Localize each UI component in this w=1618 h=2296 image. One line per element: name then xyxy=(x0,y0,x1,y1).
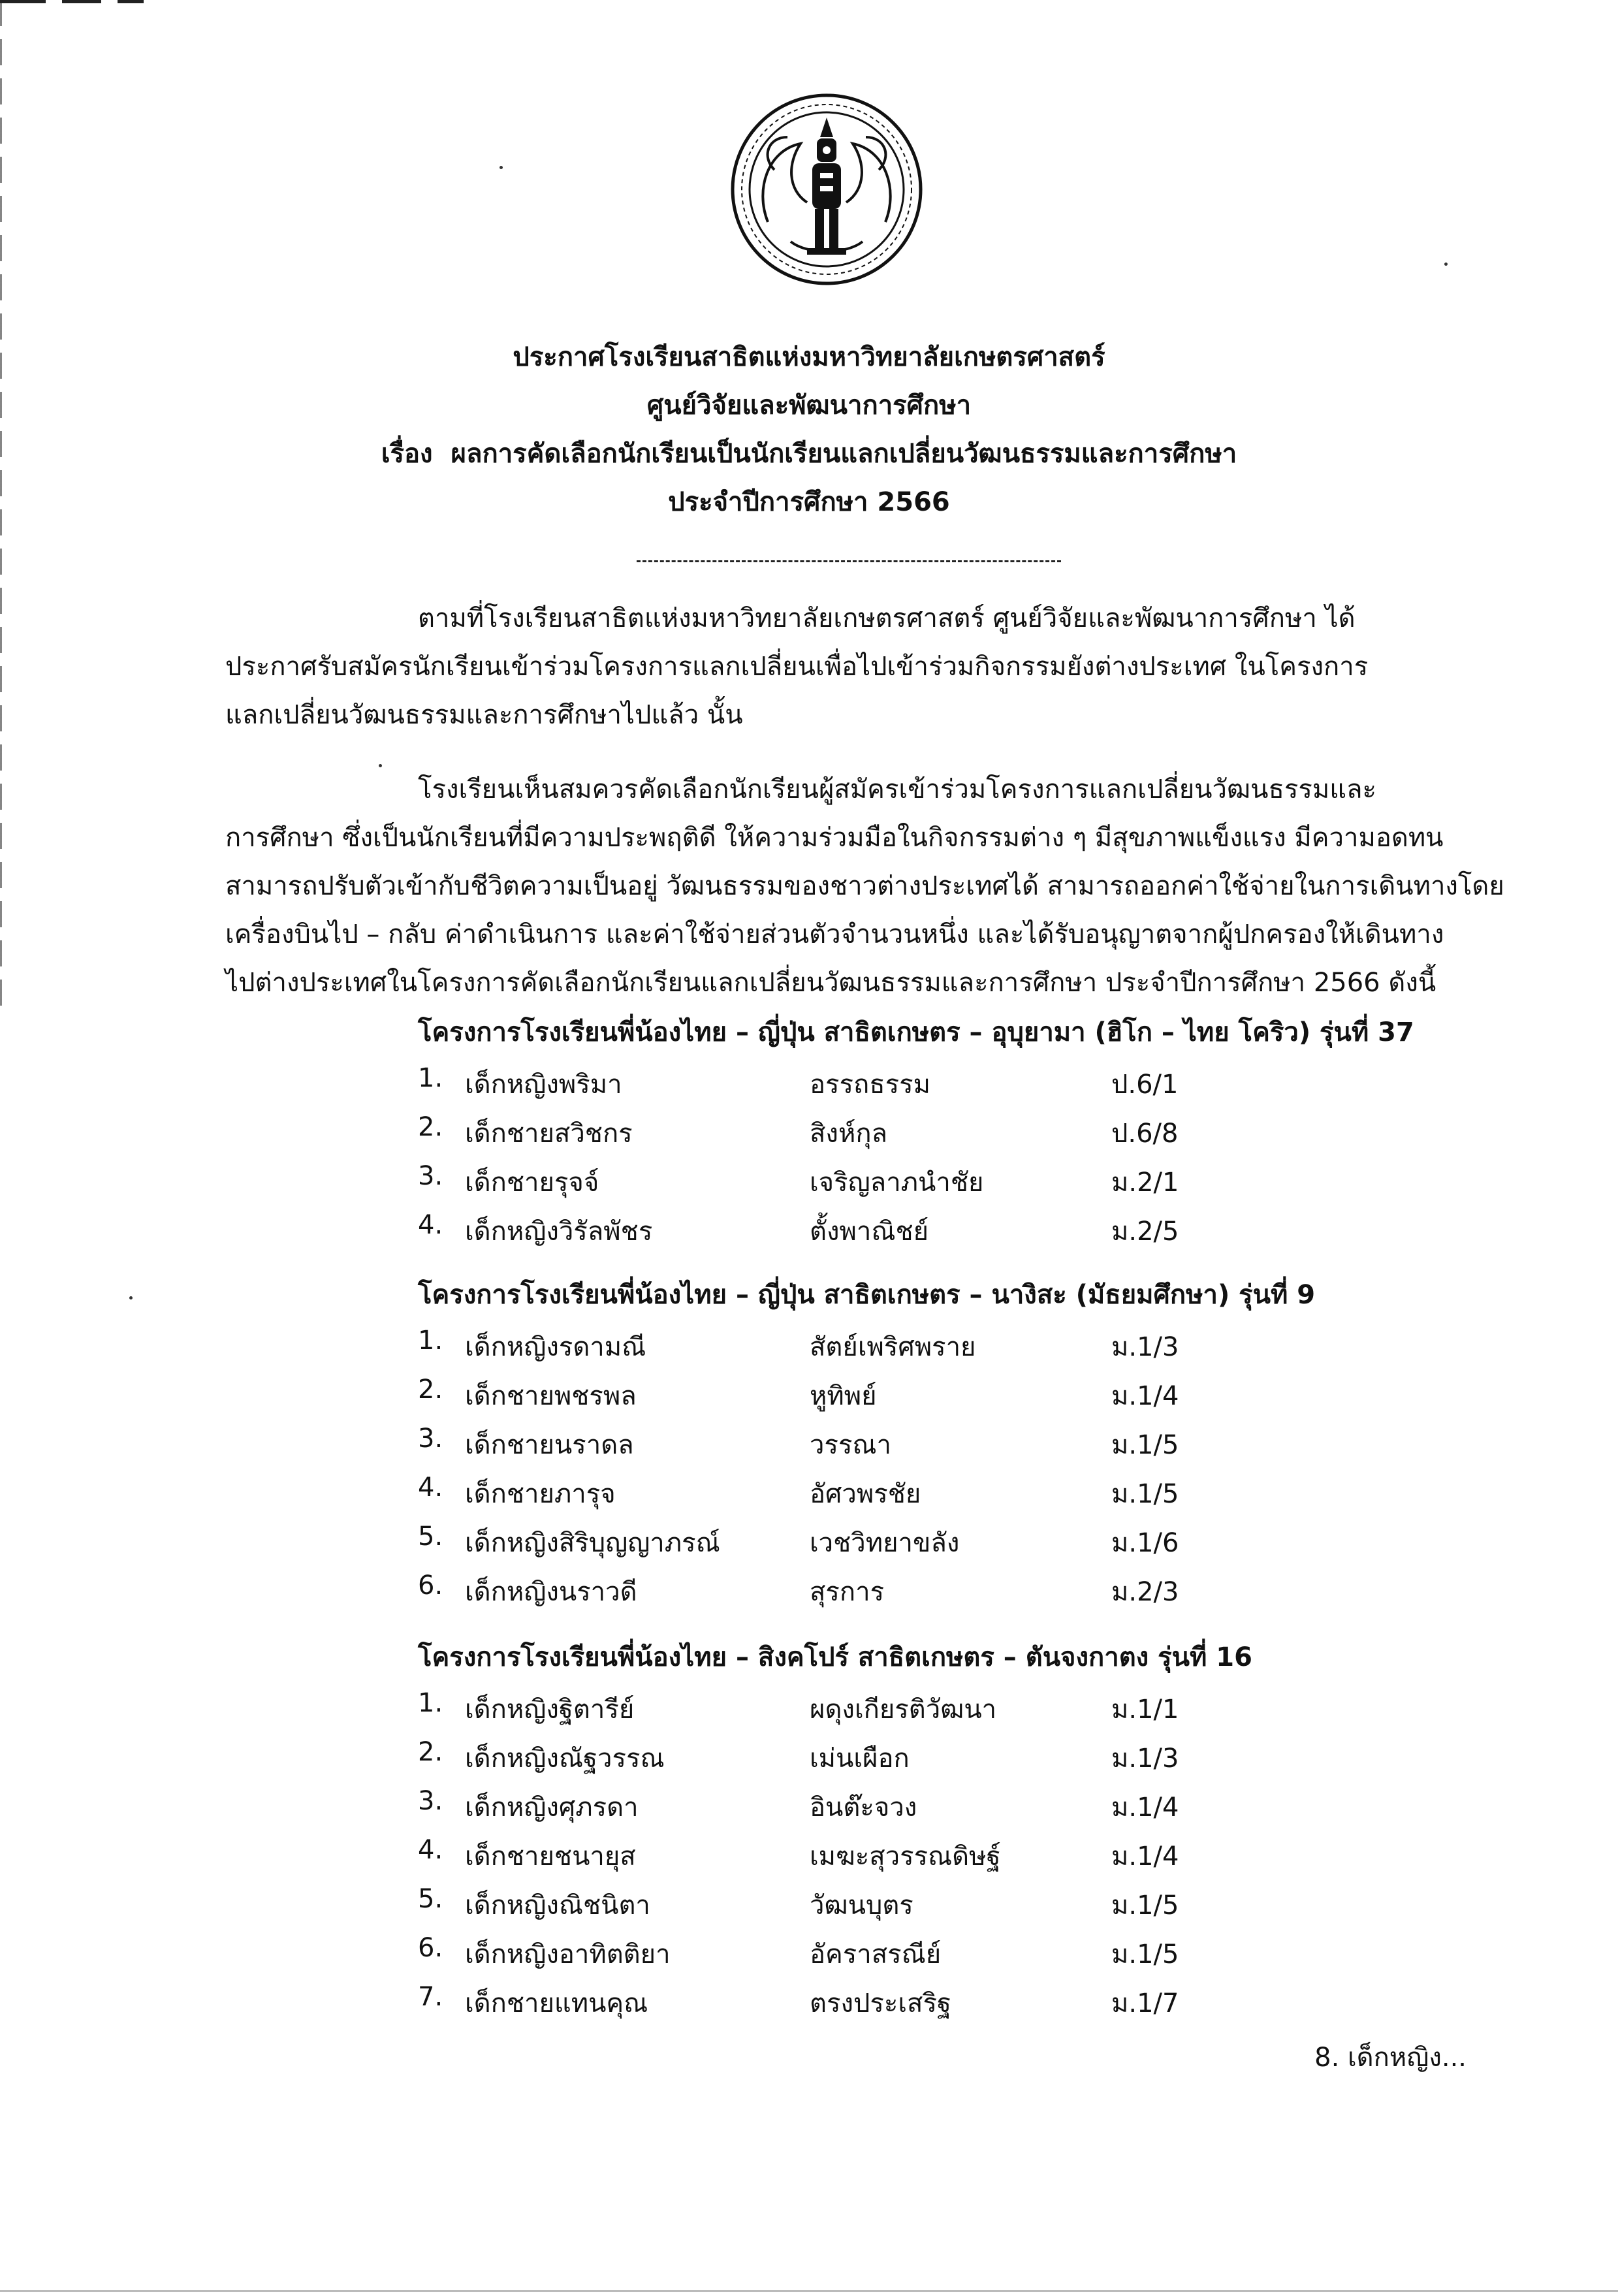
student-last-name: อัศวพรชัย xyxy=(810,1479,921,1509)
student-number: 5. xyxy=(418,1522,443,1552)
student-class: ม.2/1 xyxy=(1111,1168,1179,1198)
project-title: โครงการโรงเรียนพี่น้องไทย – สิงคโปร์ สาธิตเกษตร – ตันจงกาตง รุ่นที่ 16 xyxy=(418,1642,1252,1672)
student-number: 2. xyxy=(418,1375,443,1405)
announcement-year: ประจำปีการศึกษา 2566 xyxy=(668,487,950,517)
student-number: 6. xyxy=(418,1571,443,1601)
student-first-name: เด็กหญิงสิริบุญญาภรณ์ xyxy=(465,1528,720,1558)
student-class: ม.1/5 xyxy=(1111,1479,1179,1509)
student-first-name: เด็กหญิงอาทิตติยา xyxy=(465,1939,671,1969)
student-first-name: เด็กหญิงนราวดี xyxy=(465,1577,637,1607)
student-class: ป.6/8 xyxy=(1111,1119,1179,1149)
university-emblem-icon xyxy=(729,91,925,287)
student-number: 1. xyxy=(418,1063,443,1093)
student-first-name: เด็กหญิงพริมา xyxy=(465,1070,622,1100)
student-last-name: สุรการ xyxy=(810,1577,885,1607)
paragraph1-line: แลกเปลี่ยนวัฒนธรรมและการศึกษาไปแล้ว นั้น xyxy=(225,700,743,730)
project-title: โครงการโรงเรียนพี่น้องไทย – ญี่ปุ่น สาธิตเกษตร – นางิสะ (มัธยมศึกษา) รุ่นที่ 9 xyxy=(418,1280,1316,1310)
paragraph1-line: ตามที่โรงเรียนสาธิตแห่งมหาวิทยาลัยเกษตรศาสตร์ ศูนย์วิจัยและพัฒนาการศึกษา ได้ xyxy=(418,603,1356,633)
student-class: ม.1/6 xyxy=(1111,1528,1179,1558)
student-number: 6. xyxy=(418,1933,443,1963)
student-first-name: เด็กหญิงณิชนิตา xyxy=(465,1890,650,1921)
student-class: ม.2/5 xyxy=(1111,1217,1179,1247)
student-last-name: สิงห์กุล xyxy=(810,1119,888,1149)
student-class: ม.1/4 xyxy=(1111,1381,1179,1411)
project-title: โครงการโรงเรียนพี่น้องไทย – ญี่ปุ่น สาธิตเกษตร – อุบุยามา (ฮิโก – ไทย โคริว) รุ่นที่ 37 xyxy=(418,1017,1414,1047)
student-class: ม.2/3 xyxy=(1111,1577,1179,1607)
student-last-name: เม่นเผือก xyxy=(810,1744,910,1774)
student-last-name: อัคราสรณีย์ xyxy=(810,1939,942,1969)
student-last-name: อินต๊ะจวง xyxy=(810,1793,917,1823)
paragraph1-line: ประกาศรับสมัครนักเรียนเข้าร่วมโครงการแลกเปลี่ยนเพื่อไปเข้าร่วมกิจกรรมยังต่างประเทศ ในโครงการ xyxy=(225,652,1369,682)
student-number: 4. xyxy=(418,1210,443,1240)
student-first-name: เด็กชายชนายุส xyxy=(465,1842,636,1872)
student-class: ป.6/1 xyxy=(1111,1070,1179,1100)
student-number: 3. xyxy=(418,1786,443,1816)
student-class: ม.1/5 xyxy=(1111,1939,1179,1969)
announcement-subject xyxy=(0,430,1618,478)
student-first-name: เด็กหญิงศุภรดา xyxy=(465,1793,639,1823)
student-class: ม.1/4 xyxy=(1111,1793,1179,1823)
scan-top-artifact xyxy=(0,0,157,4)
subject-text: ผลการคัดเลือกนักเรียนเป็นนักเรียนแลกเปลี่ยนวัฒนธรรมและการศึกษา xyxy=(451,439,1237,469)
student-number: 2. xyxy=(418,1737,443,1767)
student-last-name: สัตย์เพริศพราย xyxy=(810,1332,976,1362)
student-first-name: เด็กชายแทนคุณ xyxy=(465,1988,648,2018)
paragraph2-line: สามารถปรับตัวเข้ากับชีวิตความเป็นอยู่ วัฒนธรรมของชาวต่างประเทศได้ สามารถออกค่าใช้จ่ายในการเดินทางโดย xyxy=(225,871,1504,901)
heading-divider xyxy=(637,560,1061,562)
student-last-name: ผดุงเกียรติวัฒนา xyxy=(810,1695,997,1725)
scan-speck xyxy=(500,166,503,169)
student-last-name: อรรถธรรม xyxy=(810,1070,930,1100)
student-number: 3. xyxy=(418,1161,443,1191)
paragraph2-line: โรงเรียนเห็นสมควรคัดเลือกนักเรียนผู้สมัครเข้าร่วมโครงการแลกเปลี่ยนวัฒนธรรมและ xyxy=(418,774,1376,805)
scan-speck xyxy=(379,764,382,767)
student-number: 2. xyxy=(418,1112,443,1142)
student-class: ม.1/5 xyxy=(1111,1890,1179,1921)
announcement-issuer: ประกาศโรงเรียนสาธิตแห่งมหาวิทยาลัยเกษตรศาสตร์ xyxy=(513,342,1105,372)
student-number: 5. xyxy=(418,1884,443,1914)
student-class: ม.1/7 xyxy=(1111,1988,1179,2018)
student-last-name: ตรงประเสริฐ xyxy=(810,1988,951,2018)
paragraph2-line: ไปต่างประเทศในโครงการคัดเลือกนักเรียนแลกเปลี่ยนวัฒนธรรมและการศึกษา ประจำปีการศึกษา 2566 ดังนี้ xyxy=(225,968,1436,998)
student-last-name: ตั้งพาณิชย์ xyxy=(810,1217,929,1247)
student-class: ม.1/4 xyxy=(1111,1842,1179,1872)
subject-label: เรื่อง xyxy=(381,439,433,469)
student-number: 7. xyxy=(418,1982,443,2012)
student-first-name: เด็กหญิงณัฐวรรณ xyxy=(465,1744,665,1774)
student-class: ม.1/3 xyxy=(1111,1332,1179,1362)
student-number: 4. xyxy=(418,1835,443,1865)
student-class: ม.1/3 xyxy=(1111,1744,1179,1774)
student-last-name: วรรณา xyxy=(810,1430,891,1460)
student-first-name: เด็กชายพชรพล xyxy=(465,1381,637,1411)
scan-speck xyxy=(1444,263,1448,266)
student-class: ม.1/1 xyxy=(1111,1695,1179,1725)
student-first-name: เด็กชายสวิชกร xyxy=(465,1119,633,1149)
paragraph2-line: เครื่องบินไป – กลับ ค่าดำเนินการ และค่าใช้จ่ายส่วนตัวจำนวนหนึ่ง และได้รับอนุญาตจากผู้ปกครองให้เดินทาง xyxy=(225,919,1444,949)
student-first-name: เด็กชายภารุจ xyxy=(465,1479,616,1509)
student-last-name: เมฆะสุวรรณดิษฐ์ xyxy=(810,1842,1001,1872)
student-first-name: เด็กหญิงฐิตารีย์ xyxy=(465,1695,635,1725)
student-first-name: เด็กหญิงวิรัลพัชร xyxy=(465,1217,653,1247)
student-number: 1. xyxy=(418,1326,443,1356)
paragraph2-line: การศึกษา ซึ่งเป็นนักเรียนที่มีความประพฤติดี ให้ความร่วมมือในกิจกรรมต่าง ๆ มีสุขภาพแข็งแรง มีความอดทน xyxy=(225,823,1444,853)
student-last-name: เวชวิทยาขลัง xyxy=(810,1528,960,1558)
continuation-marker: 8. เด็กหญิง... xyxy=(1314,2043,1467,2073)
student-number: 4. xyxy=(418,1473,443,1503)
student-number: 3. xyxy=(418,1424,443,1454)
student-first-name: เด็กชายนราดล xyxy=(465,1430,634,1460)
student-class: ม.1/5 xyxy=(1111,1430,1179,1460)
scan-bottom-artifact xyxy=(0,2290,1618,2292)
student-number: 1. xyxy=(418,1688,443,1718)
scan-speck xyxy=(129,1296,133,1299)
student-first-name: เด็กหญิงรดามณี xyxy=(465,1332,646,1362)
student-last-name: เจริญลาภนำชัย xyxy=(810,1168,984,1198)
student-last-name: วัฒนบุตร xyxy=(810,1890,913,1921)
student-first-name: เด็กชายรุจจ์ xyxy=(465,1168,599,1198)
announcement-department: ศูนย์วิจัยและพัฒนาการศึกษา xyxy=(646,391,972,421)
student-last-name: หูทิพย์ xyxy=(810,1381,877,1411)
